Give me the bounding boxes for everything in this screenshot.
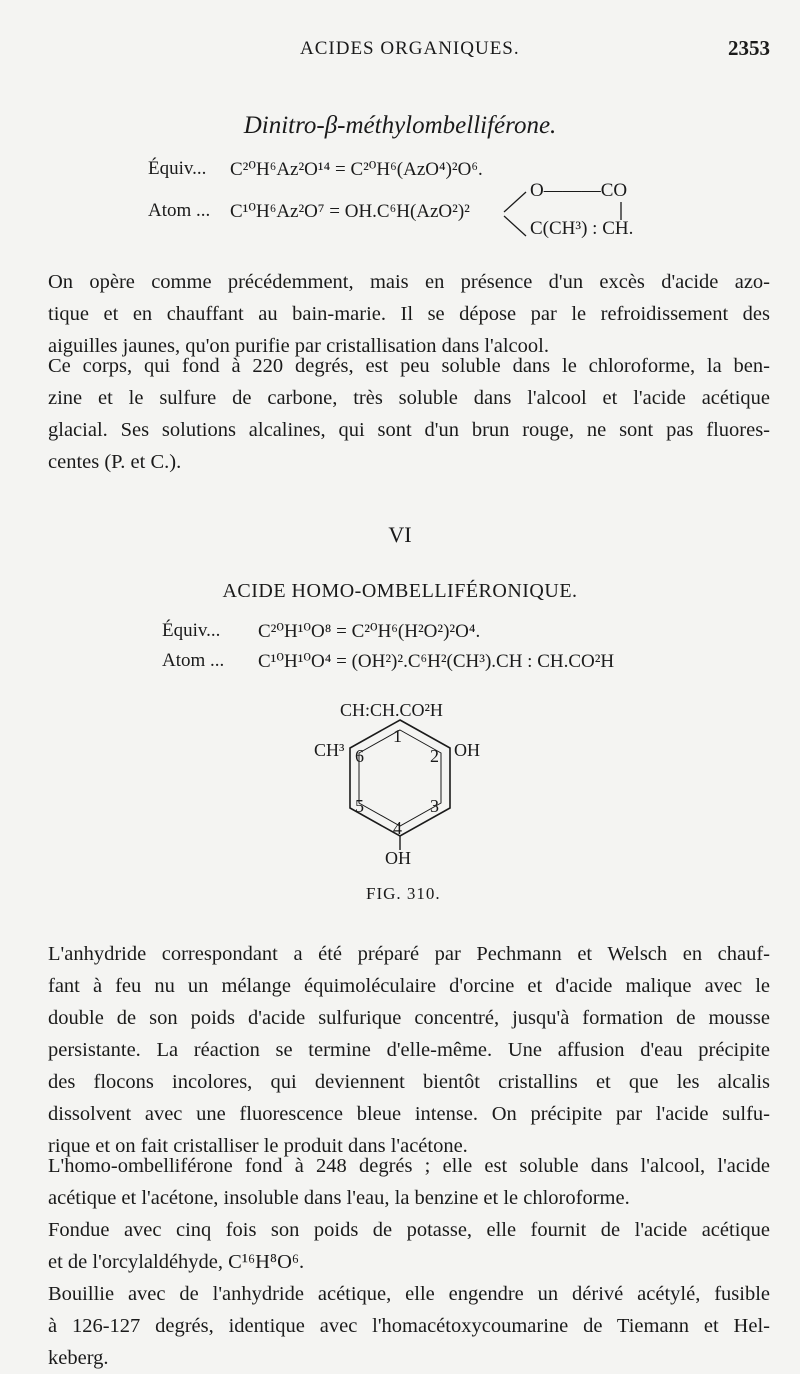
text-line: rique et on fait cristalliser le produit dans l'acétone. [48,1135,468,1157]
text-line: fant à feu nu un mélange équimoléculaire d'orcine et d'acide malique avec le [48,975,770,997]
text-line: Ce corps, qui fond à 220 degrés, est peu soluble dans le chloroforme, la ben- [48,355,770,377]
section-number: VI [388,522,412,547]
text-line: zine et le sulfure de carbone, très soluble dans l'alcool et l'acide acétique [48,387,770,409]
section-title-homo: ACIDE HOMO-OMBELLIFÉRONIQUE. [222,580,578,602]
right-substituent: OH [454,740,480,760]
atom-label: Atom ... [148,200,211,221]
text-line: L'anhydride correspondant a été préparé par Pechmann et Welsch en chauf- [48,943,770,965]
branch-top: O———CO [530,180,628,201]
top-substituent: CH:CH.CO²H [340,700,443,720]
text-line: Bouillie avec de l'anhydride acétique, elle engendre un dérivé acétylé, fusible [48,1283,770,1305]
ring-position-6: 6 [355,746,364,766]
branch-bracket [500,186,530,242]
text-line: glacial. Ses solutions alcalines, qui sont d'un brun rouge, ne sont pas fluores- [48,419,770,441]
text-line: Fondue avec cinq fois son poids de potasse, elle fournit de l'acide acétique [48,1219,770,1241]
bond-line [618,200,624,222]
text-line: centes (P. et C.). [48,451,182,473]
text-line: On opère comme précédemment, mais en présence d'un excès d'acide azo- [48,271,770,293]
ring-position-1: 1 [393,726,402,746]
text-line: dissolvent avec une fluorescence bleue intense. On précipite par l'acide sulfu- [48,1103,770,1125]
figure-caption: FIG. 310. [366,884,441,903]
text-line: acétique et l'acétone, insoluble dans l'eau, la benzine et le chloroforme. [48,1187,630,1209]
text-line: keberg. [48,1347,109,1369]
equiv-label-2: Équiv... [162,620,221,641]
text-line: et de l'orcylaldéhyde, C¹⁶H⁸O⁶. [48,1251,305,1273]
equiv-label: Équiv... [148,158,207,179]
paragraph-acetyl [48,1278,770,1374]
paragraph-potasse [48,1214,770,1278]
text-line: aiguilles jaunes, qu'on purifie par cristallisation dans l'alcool. [48,335,549,357]
ring-position-5: 5 [355,796,364,816]
paragraph-fusion [48,1150,770,1214]
text-line: persistante. La réaction se termine d'elle-même. Une affusion d'eau précipite [48,1039,770,1061]
branch-bottom: C(CH³) : CH. [530,218,634,239]
text-line: à 126-127 degrés, identique avec l'homacétoxycoumarine de Tiemann et Hel- [48,1315,770,1337]
atom-formula-2: C¹⁰H¹⁰O⁴ = (OH²)².C⁶H²(CH³).CH : CH.CO²H [258,651,615,672]
bottom-substituent: OH [385,848,411,868]
paragraph-dinitro-1 [48,266,770,362]
running-title: ACIDES ORGANIQUES. [300,38,520,59]
text-line: des flocons incolores, qui deviennent bientôt cristallins et que les alcalis [48,1071,770,1093]
left-substituent: CH³ [314,740,345,760]
ring-position-4: 4 [393,818,402,838]
paragraph-anhydride [48,938,770,1162]
equiv-formula: C²⁰H⁶Az²O¹⁴ = C²⁰H⁶(AzO⁴)²O⁶. [230,159,483,180]
text-line: tique et en chauffant au bain-marie. Il se dépose par le refroidissement des [48,303,770,325]
atom-formula: C¹⁰H⁶Az²O⁷ = OH.C⁶H(AzO²)² [230,201,470,222]
page-number: 2353 [728,36,770,60]
atom-label-2: Atom ... [162,650,225,671]
text-line: L'homo-ombelliférone fond à 248 degrés ; elle est soluble dans l'alcool, l'acide [48,1155,770,1177]
ring-position-3: 3 [430,796,439,816]
ring-position-2: 2 [430,746,439,766]
section-title-dinitro: Dinitro-β-méthylombelliférone. [243,112,557,139]
equiv-formula-2: C²⁰H¹⁰O⁸ = C²⁰H⁶(H²O²)²O⁴. [258,621,481,642]
paragraph-dinitro-2 [48,350,770,478]
text-line: double de son poids d'acide sulfurique concentré, jusqu'à formation de mousse [48,1007,770,1029]
